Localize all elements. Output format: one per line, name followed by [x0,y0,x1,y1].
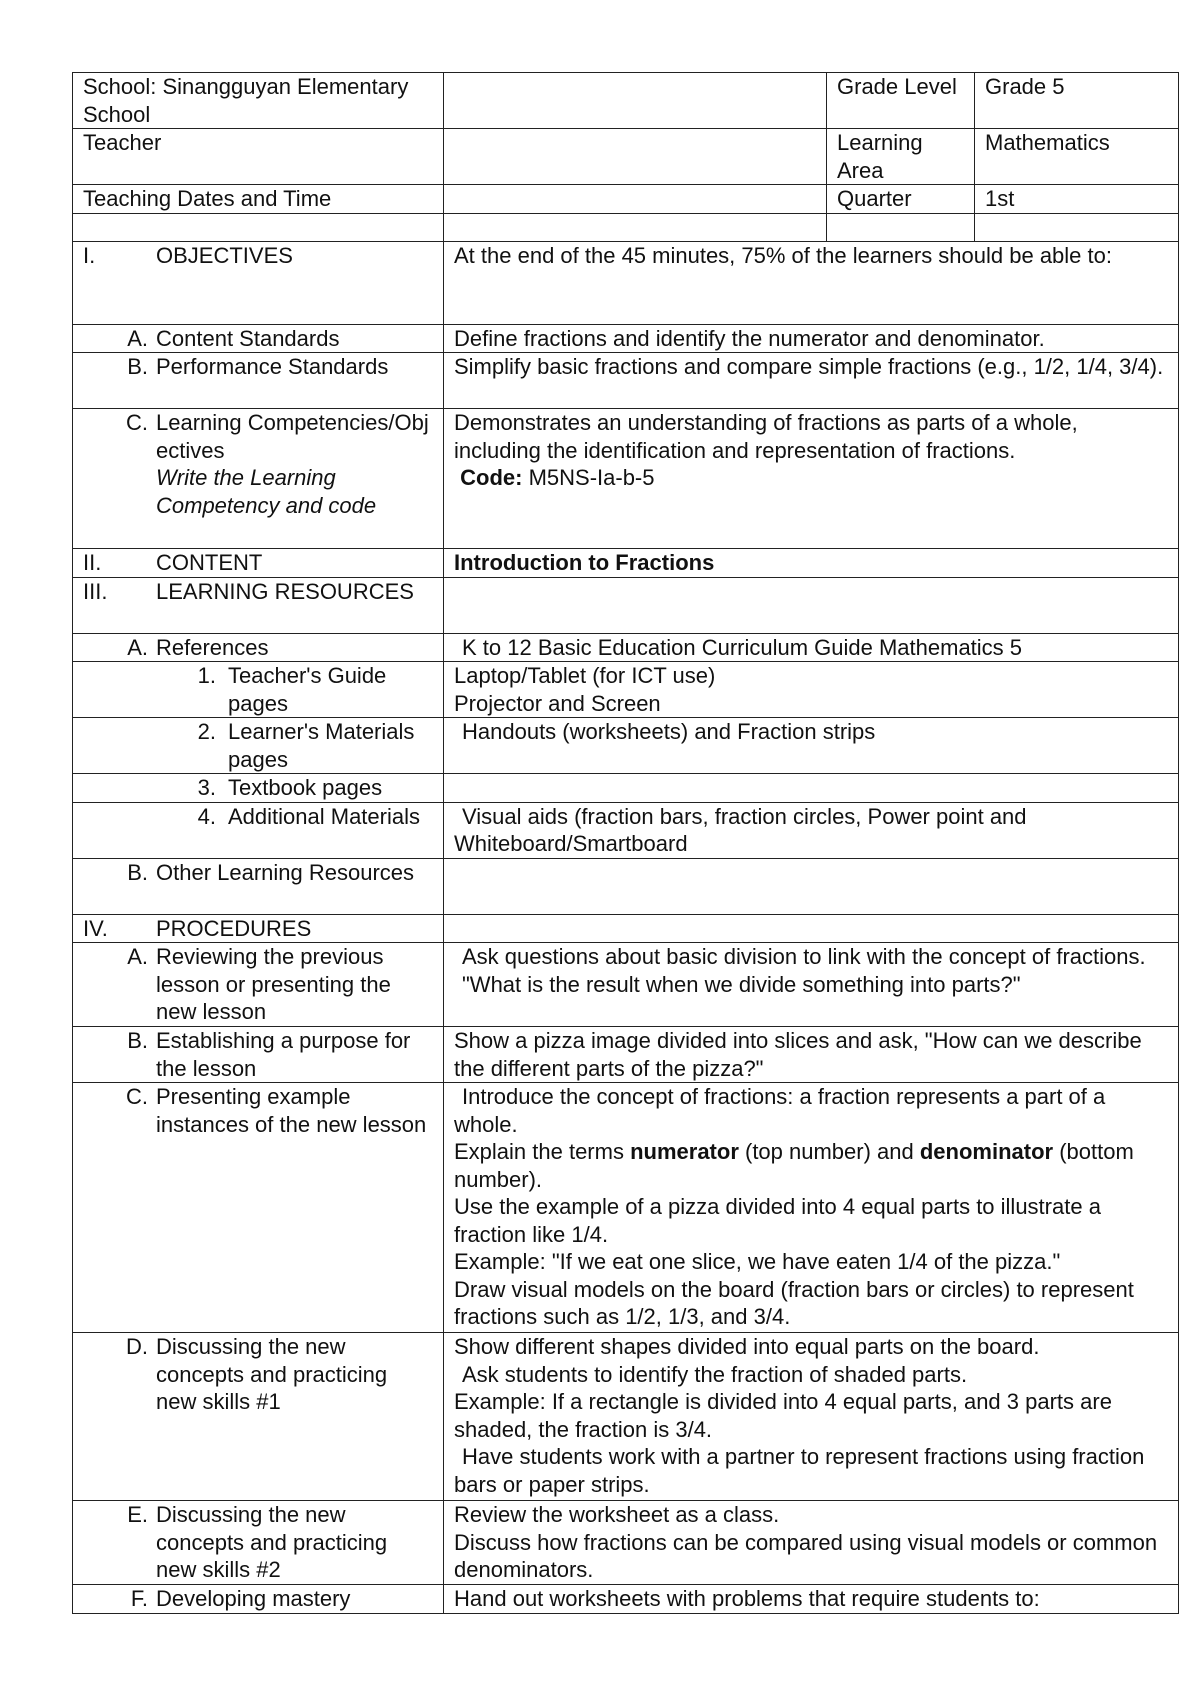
row-label: Developing mastery [156,1586,351,1611]
row-label: Additional Materials [228,803,420,829]
numerator-term: numerator [630,1139,739,1164]
textbook-row [73,774,1179,803]
other-resources-value [444,858,1179,914]
dates-label: Teaching Dates and Time [73,185,444,214]
teacher-label: Teacher [73,129,444,185]
content-standards-row [73,324,1179,353]
procedure-d-line-2: Ask students to identify the fraction of shaded parts. [462,1361,968,1387]
row-letter: B. [127,1028,148,1053]
additional-materials-value: Visual aids (fraction bars, fraction circles, Power point and Whiteboard/Smartboard [444,802,1179,858]
section-label: CONTENT [156,550,263,575]
header-row-school [73,73,1179,129]
content-row [73,549,1179,578]
procedure-d-line-1: Show different shapes divided into equal parts on the board. [454,1334,1040,1359]
grade-level-value: Grade 5 [975,73,1179,129]
row-label: Learner's Materials pages [228,719,415,772]
row-label: Discussing the new concepts and practicing new skills #2 [156,1502,388,1582]
section-number: I. [83,242,96,268]
section-number: IV. [83,915,108,941]
procedure-c-line-1: Introduce the concept of fractions: a fraction represents a part of a whole. [454,1084,1106,1137]
content-standards-value: Define fractions and identify the numerator and denominator. [444,324,1179,353]
row-label: Presenting example instances of the new lesson [156,1084,427,1137]
school-blank-cell [444,73,827,129]
section-number: II. [83,550,102,575]
objectives-value: At the end of the 45 minutes, 75% of the learners should be able to: [444,241,1179,324]
grade-level-label: Grade Level [827,73,975,129]
row-label: References [156,634,269,660]
procedure-c-line-4: Example: "If we eat one slice, we have eaten 1/4 of the pizza." [454,1249,1061,1274]
row-letter: A. [127,634,148,660]
row-sublabel: Write the Learning Competency and code [156,465,377,518]
learners-materials-row [73,718,1179,774]
textbook-value [444,774,1179,803]
code-label: Code: [460,465,523,490]
performance-standards-row [73,353,1179,409]
header-row-dates [73,185,1179,214]
row-label: Reviewing the previous lesson or presenting the new lesson [156,944,391,1024]
procedure-c-row [73,1083,1179,1333]
procedure-e-line-1: Review the worksheet as a class. [454,1502,780,1527]
procedure-a-row [73,943,1179,1027]
learning-area-label: Learning Area [827,129,975,185]
procedure-a-line-2: "What is the result when we divide something into parts?" [462,971,1021,997]
section-label: PROCEDURES [156,915,312,941]
procedure-d-row [73,1333,1179,1501]
competencies-row [73,409,1179,549]
additional-materials-row [73,802,1179,858]
row-label: Teacher's Guide pages [228,663,387,716]
header-row-teacher [73,129,1179,185]
teachers-guide-value-2: Projector and Screen [454,690,661,716]
code-value: M5NS-Ia-b-5 [528,465,655,490]
section-label: OBJECTIVES [156,242,293,268]
procedure-f-line-1: Hand out worksheets with problems that require students to: [444,1585,1179,1614]
row-letter: F. [130,1586,148,1611]
section-label: LEARNING RESOURCES [156,578,414,604]
competencies-value: Demonstrates an understanding of fractions as parts of a whole, including the identification and representation of fractions. [454,410,1078,463]
row-label: Learning Competencies/Objectives [156,410,429,463]
procedure-e-line-2: Discuss how fractions can be compared using visual models or common denominators. [454,1529,1158,1582]
content-value: Introduction to Fractions [454,550,715,575]
learning-area-value: Mathematics [975,129,1179,185]
blank-row [73,213,1179,241]
procedure-c-line-2: Explain the terms numerator (top number) and denominator (bottom number). [454,1139,1134,1192]
row-number: 4. [197,803,216,829]
procedure-b-line-1: Show a pizza image divided into slices and ask, "How can we describe the different parts of the pizza?" [444,1027,1179,1083]
other-resources-row [73,858,1179,914]
procedure-b-row [73,1027,1179,1083]
row-label: Establishing a purpose for the lesson [156,1028,411,1081]
row-label: Textbook pages [228,775,383,800]
teacher-value [444,129,827,185]
procedure-d-line-4: Have students work with a partner to represent fractions using fraction bars or paper strips. [454,1444,1145,1497]
row-letter: B. [127,354,148,379]
row-number: 2. [197,719,216,744]
teachers-guide-value-1: Laptop/Tablet (for ICT use) [454,663,716,688]
row-label: Performance Standards [156,354,389,379]
procedure-c-line-5: Draw visual models on the board (fraction bars or circles) to represent fractions such as 1/2, 1/3, and 3/4. [454,1276,1134,1329]
denominator-term: denominator [919,1139,1054,1164]
references-value: K to 12 Basic Education Curriculum Guide Mathematics 5 [444,633,1179,662]
school-cell: School: Sinangguyan Elementary School [73,73,444,129]
procedures-row [73,914,1179,943]
procedure-a-line-1: Ask questions about basic division to link with the concept of fractions. [462,944,1146,969]
performance-standards-value: Simplify basic fractions and compare simple fractions (e.g., 1/2, 1/4, 3/4). [444,353,1179,409]
row-letter: C. [126,1084,148,1109]
row-label: Content Standards [156,325,340,351]
objectives-row [73,241,1179,324]
procedure-c-line-3: Use the example of a pizza divided into 4 equal parts to illustrate a fraction like 1/4. [454,1194,1101,1247]
row-label: Other Learning Resources [156,859,415,885]
row-letter: E. [127,1502,148,1527]
quarter-label: Quarter [827,185,975,214]
row-letter: A. [127,944,148,969]
procedure-f-row [73,1585,1179,1614]
section-number: III. [83,578,108,604]
lesson-plan-table [72,72,1179,1614]
row-number: 1. [197,663,216,688]
row-letter: B. [127,859,148,885]
teachers-guide-row [73,662,1179,718]
procedure-d-line-3: Example: If a rectangle is divided into 4 equal parts, and 3 parts are shaded, the fraction is 3/4. [454,1389,1112,1442]
row-letter: C. [126,410,148,435]
learners-materials-value: Handouts (worksheets) and Fraction strips [444,718,1179,774]
quarter-value: 1st [975,185,1179,214]
row-number: 3. [197,775,216,800]
row-letter: A. [127,325,148,351]
resources-row [73,577,1179,633]
row-label: Discussing the new concepts and practicing new skills #1 [156,1334,388,1414]
row-letter: D. [126,1334,148,1359]
dates-value [444,185,827,214]
references-row [73,633,1179,662]
procedure-e-row [73,1501,1179,1585]
